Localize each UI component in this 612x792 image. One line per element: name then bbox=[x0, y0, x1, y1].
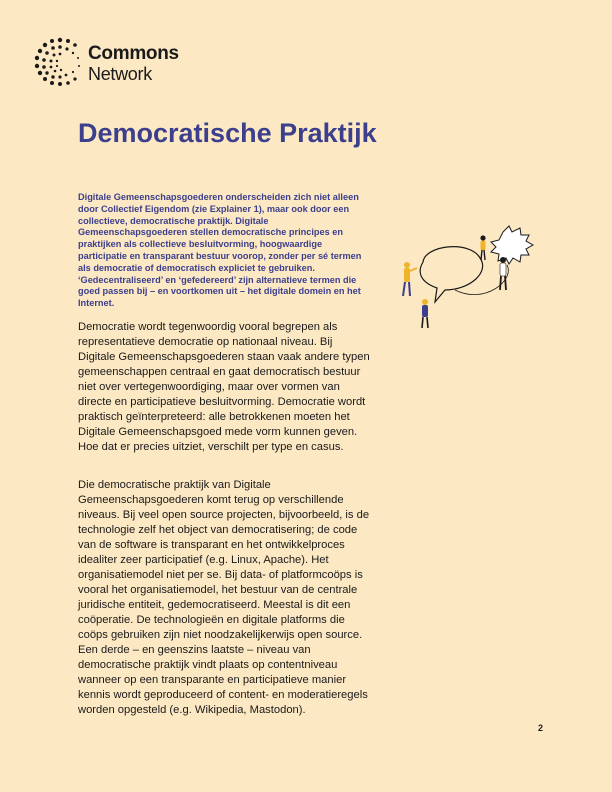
commons-network-logo bbox=[33, 36, 203, 88]
dotted-c-logo-icon bbox=[33, 36, 87, 88]
page-number: 2 bbox=[538, 723, 544, 733]
body-paragraph-2: Die democratische praktijk van Digitale Gemeenschapsgoederen komt terug op verschillende niveaus. Bij veel open source projecten, bijvoorbeeld, is de technologie zelf het object van democratisering; de code van de software is transparant en het ontwikkelproces idealiter zeer participatief (e.g. Linux, Apache). Het organisatiemodel niet per se. Bij data- of platformcoöps is vooral het organisatiemodel, het bestuur van de centrale juridische entiteit, gedemocratiseerd. Meestal is dit een coöperatie. De technologieën en digitale platforms die coöps gebruiken zijn niet noodzakelijkerwijs open source. Een derde – en geenszins laatste – niveau van democratische praktijk vindt plaats op contentniveau wanneer op een transparante en participatieve manier kennis wordt geproduceerd of content- en moderatieregels worden opgesteld (e.g. Wikipedia, Mastodon). bbox=[78, 479, 370, 716]
people-speech-bubbles-icon bbox=[395, 210, 565, 350]
lead-paragraph: Digitale Gemeenschapsgoederen onderscheiden zich niet alleen door Collectief Eigendom (zie Explainer 1), maar ook door een collectieve, democratische praktijk. Digitale Gemeenschapsgoederen stellen democratische principes en praktijken als collectieve besluitvorming, hoogwaardige participatie en transparant bestuur voorop, zonder per sé termen als democratie of democratisch expliciet te gebruiken. ‘Gedecentraliseerd’ en ‘gefedereerd’ zijn alternatieve termen die goed passen bij – en voortkomen uit – het digitale domein en het Internet. bbox=[78, 192, 362, 309]
body-paragraph-1: Democratie wordt tegenwoordig vooral begrepen als representatieve democratie op nationaal niveau. Bij Digitale Gemeenschapsgoederen staan vaak andere typen gemeenschappen centraal en gaat democratisch bestuur niet over vertegenwoordiging, maar over vormen van directe en participatieve besluitvorming. Democratie wordt praktisch geïnterpreteerd: alle betrokkenen moeten het Digitale Gemeenschapsgoed mede vorm kunnen geven. Hoe dat er precies uitziet, verschilt per type en casus. bbox=[78, 321, 370, 453]
page-title: Democratische Praktijk bbox=[78, 118, 377, 148]
logo-line-2: Network bbox=[88, 64, 152, 84]
logo-line-1: Commons bbox=[88, 43, 179, 64]
